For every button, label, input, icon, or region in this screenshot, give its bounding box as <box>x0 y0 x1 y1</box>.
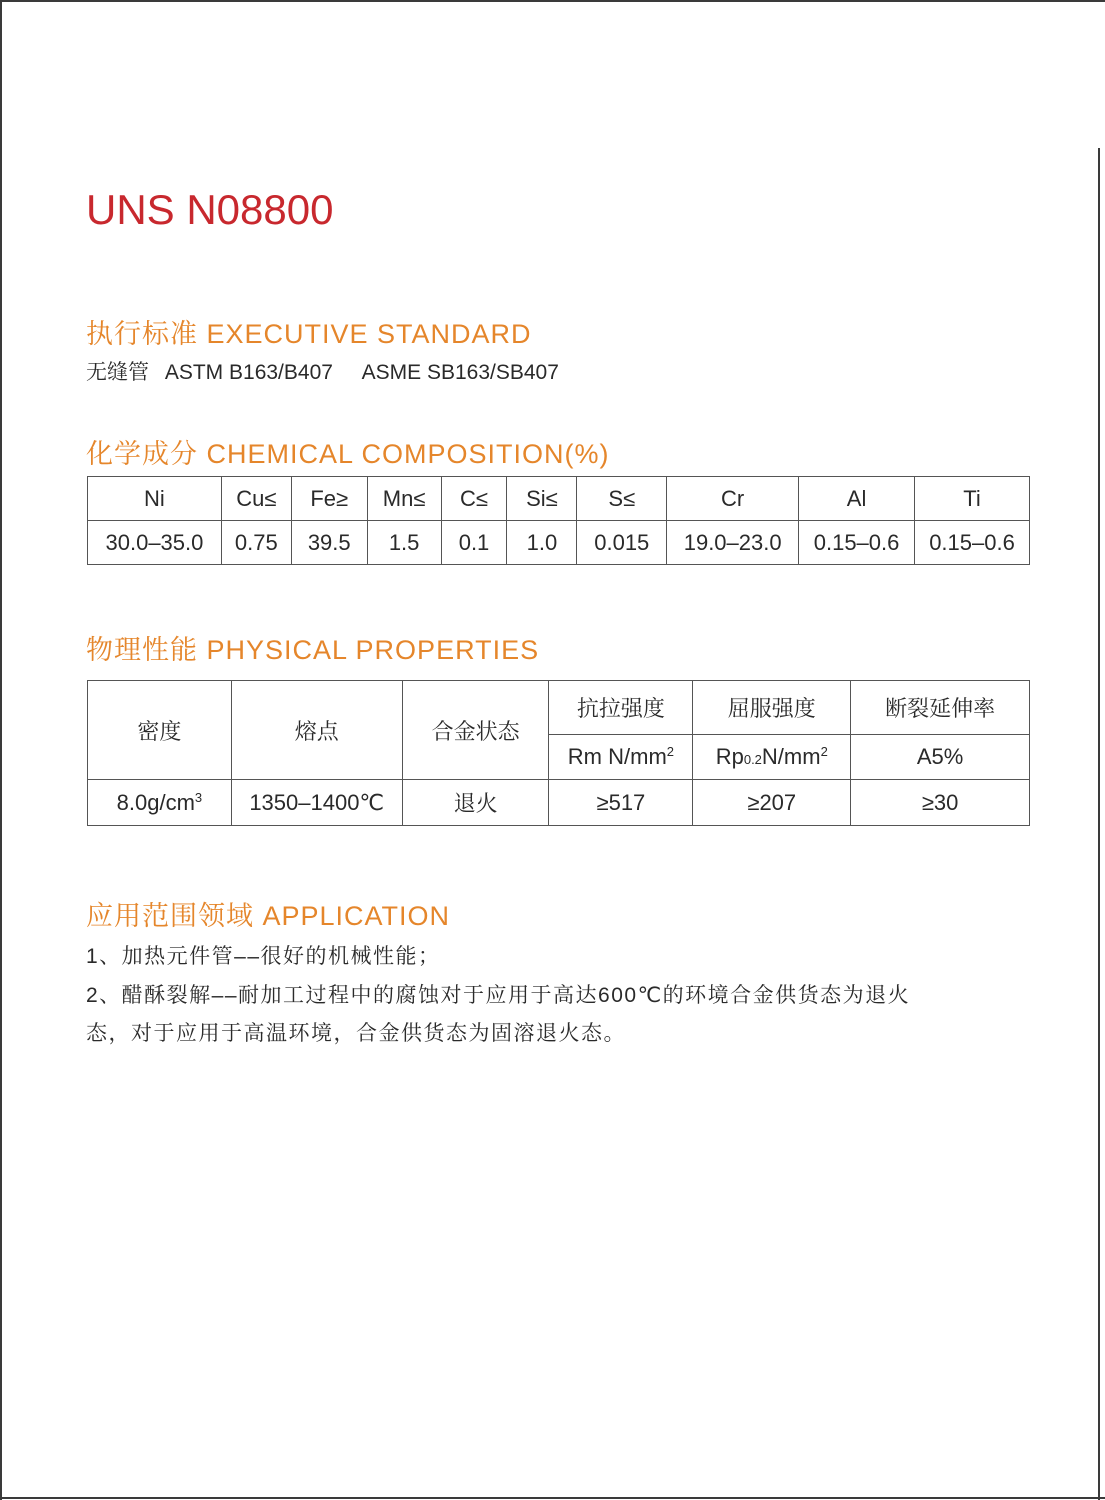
standard-asme: ASME SB163/SB407 <box>361 361 559 384</box>
yield-unit <box>693 735 851 780</box>
page-border-top <box>0 0 1105 2</box>
alloy-state-value: 退火 <box>402 780 549 826</box>
chem-value-cell: 0.75 <box>221 521 291 565</box>
tensile-unit-text: Rm N/mm <box>567 744 667 769</box>
density-value-text: 8.0g/cm <box>116 789 195 815</box>
chemical-composition-heading: 化学成分 CHEMICAL COMPOSITION(%) <box>86 439 610 469</box>
alloy-state-header: 合金状态 <box>402 681 549 780</box>
chem-value-cell: 30.0–35.0 <box>88 521 222 565</box>
chemical-composition-table <box>87 476 1030 565</box>
chem-header-cell: Si≤ <box>507 477 577 521</box>
page-border-right <box>1098 148 1100 1500</box>
chem-header-cell: Cr <box>667 477 799 521</box>
elongation-unit: A5% <box>851 735 1030 780</box>
chem-value-cell: 19.0–23.0 <box>667 521 799 565</box>
chem-value-cell: 0.15–0.6 <box>799 521 915 565</box>
chem-value-cell: 0.015 <box>577 521 667 565</box>
application-line-2: 2、醋酥裂解––耐加工过程中的腐蚀对于应用于高达600℃的环境合金供货态为退火 <box>86 984 911 1007</box>
yield-unit-sub: 0.2 <box>743 752 762 767</box>
page-border-left <box>0 0 2 1500</box>
density-header: 密度 <box>88 681 232 780</box>
chem-value-cell: 1.5 <box>367 521 441 565</box>
physical-properties-heading: 物理性能 PHYSICAL PROPERTIES <box>86 635 540 665</box>
tensile-unit-sup: 2 <box>666 744 675 759</box>
chem-value-cell: 39.5 <box>291 521 367 565</box>
yield-unit-prefix: Rp <box>715 744 744 769</box>
tensile-unit <box>549 735 693 780</box>
chem-header-row <box>88 477 1030 521</box>
chem-header-cell: Ti <box>915 477 1030 521</box>
yield-unit-text: N/mm <box>761 744 821 769</box>
elongation-header: 断裂延伸率 <box>851 681 1030 735</box>
chem-value-row <box>88 521 1030 565</box>
standard-astm: ASTM B163/B407 <box>164 361 333 384</box>
chem-value-cell: 1.0 <box>507 521 577 565</box>
yield-unit-sup: 2 <box>820 744 828 759</box>
melting-point-value: 1350–1400℃ <box>231 780 402 826</box>
chem-header-cell: Ni <box>88 477 222 521</box>
yield-strength-header: 屈服强度 <box>693 681 851 735</box>
chem-value-cell: 0.15–0.6 <box>915 521 1030 565</box>
density-value-sup: 3 <box>194 789 203 805</box>
elongation-value: ≥30 <box>851 780 1030 826</box>
page-border-bottom <box>0 1497 1105 1499</box>
yield-strength-value: ≥207 <box>693 780 851 826</box>
application-line-1: 1、加热元件管––很好的机械性能； <box>86 945 441 968</box>
executive-standard-line <box>86 356 569 386</box>
application-heading: 应用范围领域 APPLICATION <box>86 901 451 931</box>
physical-properties-table <box>87 680 1030 826</box>
chem-header-cell: S≤ <box>577 477 667 521</box>
standard-label: 无缝管 <box>86 361 149 384</box>
density-value <box>88 780 232 826</box>
chem-header-cell: Cu≤ <box>221 477 291 521</box>
chem-header-cell: Fe≥ <box>291 477 367 521</box>
phys-header-row <box>88 681 1030 735</box>
application-line-3: 态，对于应用于高温环境，合金供货态为固溶退火态。 <box>86 1022 626 1045</box>
grade-title: UNS N08800 <box>86 186 334 233</box>
melting-point-header: 熔点 <box>231 681 402 780</box>
phys-value-row <box>88 780 1030 826</box>
chem-header-cell: Mn≤ <box>367 477 441 521</box>
executive-standard-heading: 执行标准 EXECUTIVE STANDARD <box>86 319 532 349</box>
tensile-strength-header: 抗拉强度 <box>549 681 693 735</box>
tensile-strength-value: ≥517 <box>549 780 693 826</box>
chem-value-cell: 0.1 <box>441 521 507 565</box>
chem-header-cell: C≤ <box>441 477 507 521</box>
chem-header-cell: Al <box>799 477 915 521</box>
